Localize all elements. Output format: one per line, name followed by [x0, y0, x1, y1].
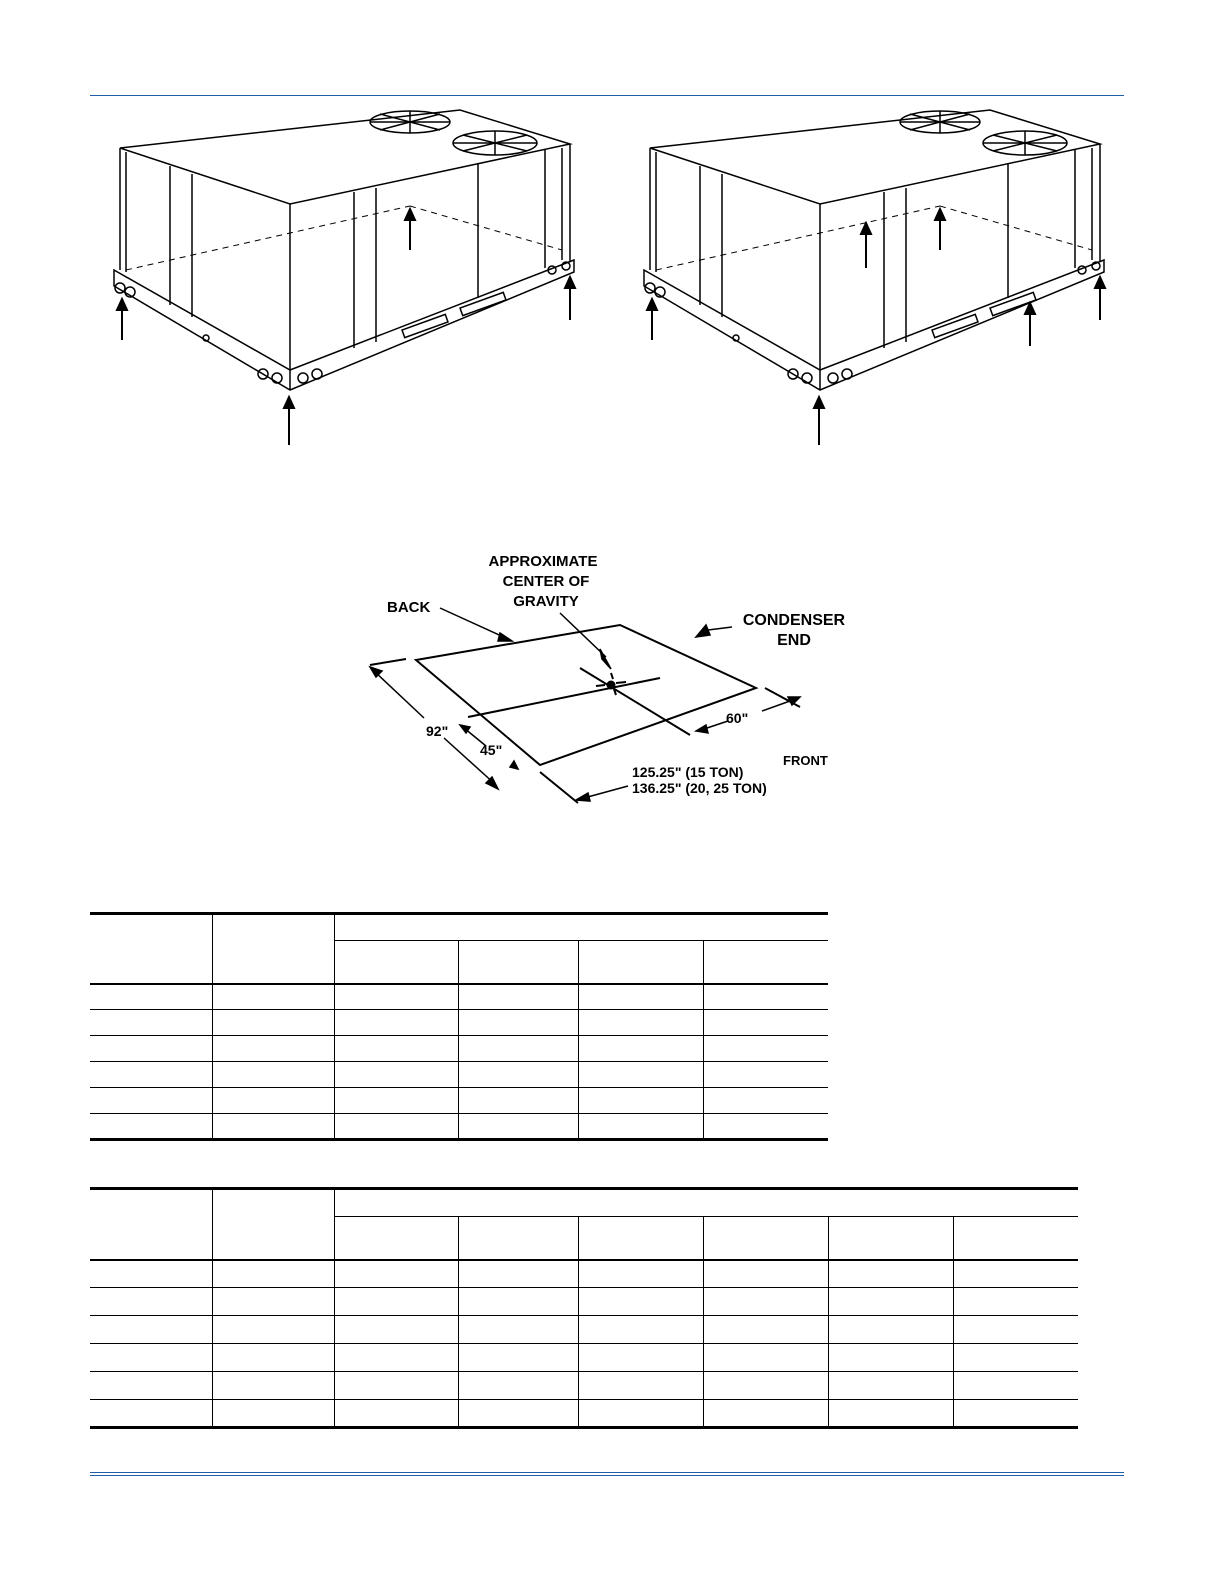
- cg-label-line1: APPROXIMATE: [488, 553, 598, 570]
- center-of-gravity-marker: [607, 681, 616, 690]
- cg-label-line3: GRAVITY: [513, 593, 579, 610]
- unit-illustration-6-point: [630, 100, 1120, 450]
- header-rule: [90, 95, 1124, 96]
- weight-distribution-table-b: [90, 1187, 1078, 1429]
- condenser-label-line2: END: [777, 632, 811, 649]
- cg-label-line2: CENTER OF: [502, 573, 590, 590]
- front-label: FRONT: [783, 753, 828, 768]
- center-of-gravity-diagram: [360, 545, 860, 815]
- dim-45: 45": [480, 742, 503, 758]
- unit-illustration-4-point: [100, 100, 590, 450]
- weight-distribution-table-a: [90, 912, 828, 1141]
- condenser-label-line1: CONDENSER: [742, 612, 846, 629]
- footer-rule: [90, 1472, 1124, 1476]
- back-label: BACK: [387, 599, 431, 616]
- dim-length-20-25-ton: 136.25" (20, 25 TON): [632, 780, 767, 796]
- dim-92: 92": [426, 723, 449, 739]
- dim-length-15-ton: 125.25" (15 TON): [632, 764, 744, 780]
- dim-60: 60": [726, 710, 749, 726]
